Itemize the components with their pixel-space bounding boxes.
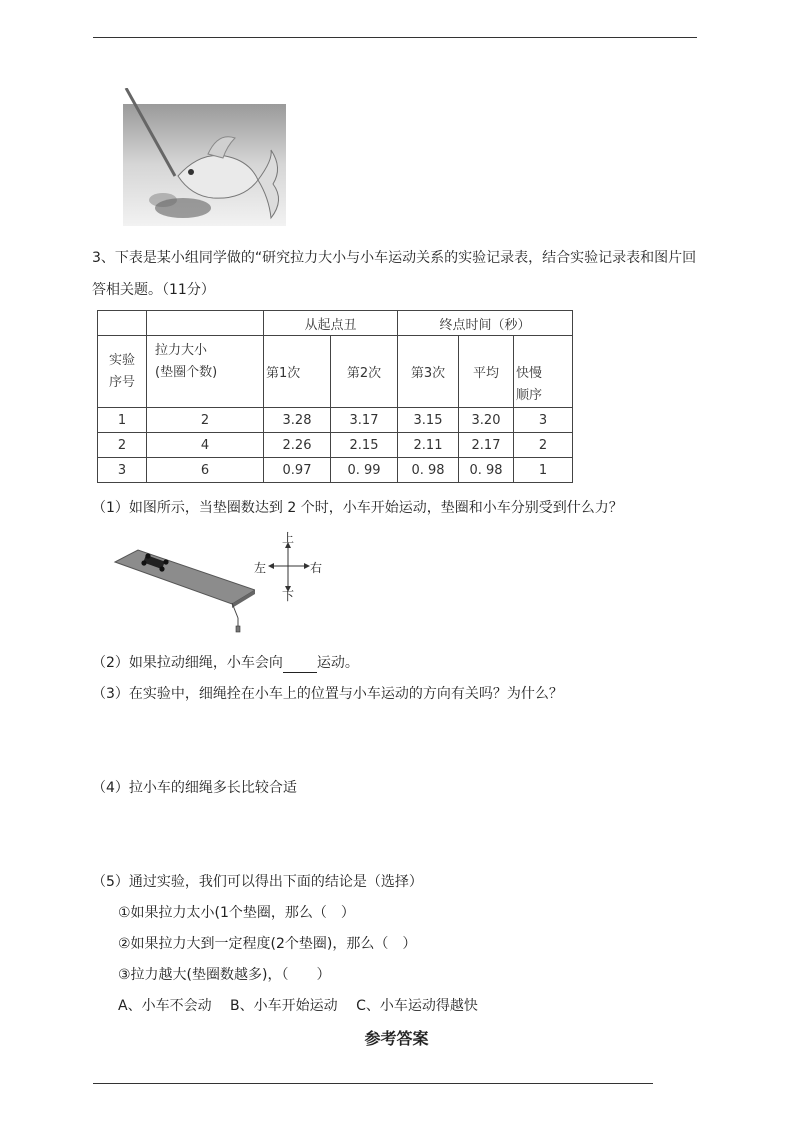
table-cell: 2.17 bbox=[459, 433, 514, 458]
table-cell: 0. 98 bbox=[398, 458, 459, 483]
top-rule bbox=[93, 37, 697, 38]
table-cell: 2 bbox=[98, 433, 147, 458]
table-header-cell: 第3次 bbox=[398, 336, 459, 408]
table-cell: 2.26 bbox=[264, 433, 331, 458]
table-group-header: 从起点丑 bbox=[264, 311, 398, 336]
compass-up-label: 上 bbox=[282, 531, 295, 545]
table-header-cell: 拉力大小 (垫圈个数) bbox=[147, 336, 264, 408]
sub-question-2 bbox=[92, 653, 359, 673]
table-cell: 0. 99 bbox=[331, 458, 398, 483]
table-row bbox=[98, 458, 573, 483]
table-header-blank bbox=[98, 311, 147, 336]
table-cell: 2 bbox=[514, 433, 573, 458]
compass-left-label: 左 bbox=[254, 561, 267, 575]
table-cell: 1 bbox=[514, 458, 573, 483]
experiment-table bbox=[97, 310, 573, 483]
question-3-line1: 3、下表是某小组同学做的“研究拉力大小与小车运动关系的实验记录表，结合实验记录表和图片回 bbox=[92, 250, 697, 266]
compass-right-label: 右 bbox=[310, 561, 323, 575]
table-cell: 4 bbox=[147, 433, 264, 458]
answer-blank[interactable] bbox=[283, 657, 317, 673]
choice-item-2: ②如果拉力大到一定程度(2个垫圈)，那么（ ） bbox=[118, 936, 417, 952]
table-cell: 2.15 bbox=[331, 433, 398, 458]
compass-down-label: 下 bbox=[282, 589, 295, 603]
sub-question-4: （4）拉小车的细绳多长比较合适 bbox=[92, 780, 297, 796]
table-cell: 0.97 bbox=[264, 458, 331, 483]
sub-question-5: （5）通过实验，我们可以得出下面的结论是（选择） bbox=[92, 874, 423, 890]
question-3-line2: 答相关题。（11分） bbox=[92, 282, 215, 298]
choice-options: A、小车不会动 B、小车开始运动 C、小车运动得越快 bbox=[118, 998, 478, 1014]
direction-compass bbox=[252, 532, 332, 602]
table-cell: 3.20 bbox=[459, 408, 514, 433]
table-cell: 3.17 bbox=[331, 408, 398, 433]
table-cell: 1 bbox=[98, 408, 147, 433]
cart-table-image bbox=[110, 548, 255, 638]
sub-question-2-before: （2）如果拉动细绳，小车会向 bbox=[92, 655, 283, 671]
table-header-cell: 第1次 bbox=[264, 336, 331, 408]
table-header-cell: 平均 bbox=[459, 336, 514, 408]
table-header-cell: 实验 序号 bbox=[98, 336, 147, 408]
table-header-blank bbox=[147, 311, 264, 336]
table-header-cell: 第2次 bbox=[331, 336, 398, 408]
choice-item-3: ③拉力越大(垫圈数越多)，（ ） bbox=[118, 967, 331, 983]
bottom-rule bbox=[93, 1083, 653, 1084]
table-cell: 3 bbox=[98, 458, 147, 483]
table-cell: 0. 98 bbox=[459, 458, 514, 483]
answer-section-title: 参考答案 bbox=[364, 1029, 429, 1048]
choice-item-1: ①如果拉力太小(1个垫圈，那么（ ） bbox=[118, 905, 355, 921]
goldfish-image bbox=[123, 88, 286, 226]
sub-question-2-after: 运动。 bbox=[316, 655, 359, 671]
table-cell: 3.28 bbox=[264, 408, 331, 433]
table-cell: 3.15 bbox=[398, 408, 459, 433]
table-row bbox=[98, 408, 573, 433]
sub-question-3: （3）在实验中，细绳拴在小车上的位置与小车运动的方向有关吗？为什么？ bbox=[92, 686, 563, 702]
table-cell: 6 bbox=[147, 458, 264, 483]
table-cell: 2.11 bbox=[398, 433, 459, 458]
table-cell: 3 bbox=[514, 408, 573, 433]
sub-question-1: （1）如图所示，当垫圈数达到 2 个时，小车开始运动，垫圈和小车分别受到什么力？ bbox=[92, 500, 623, 516]
table-header-cell: 快慢 顺序 bbox=[514, 336, 573, 408]
table-group-header: 终点时间（秒） bbox=[398, 311, 573, 336]
table-row bbox=[98, 433, 573, 458]
table-cell: 2 bbox=[147, 408, 264, 433]
